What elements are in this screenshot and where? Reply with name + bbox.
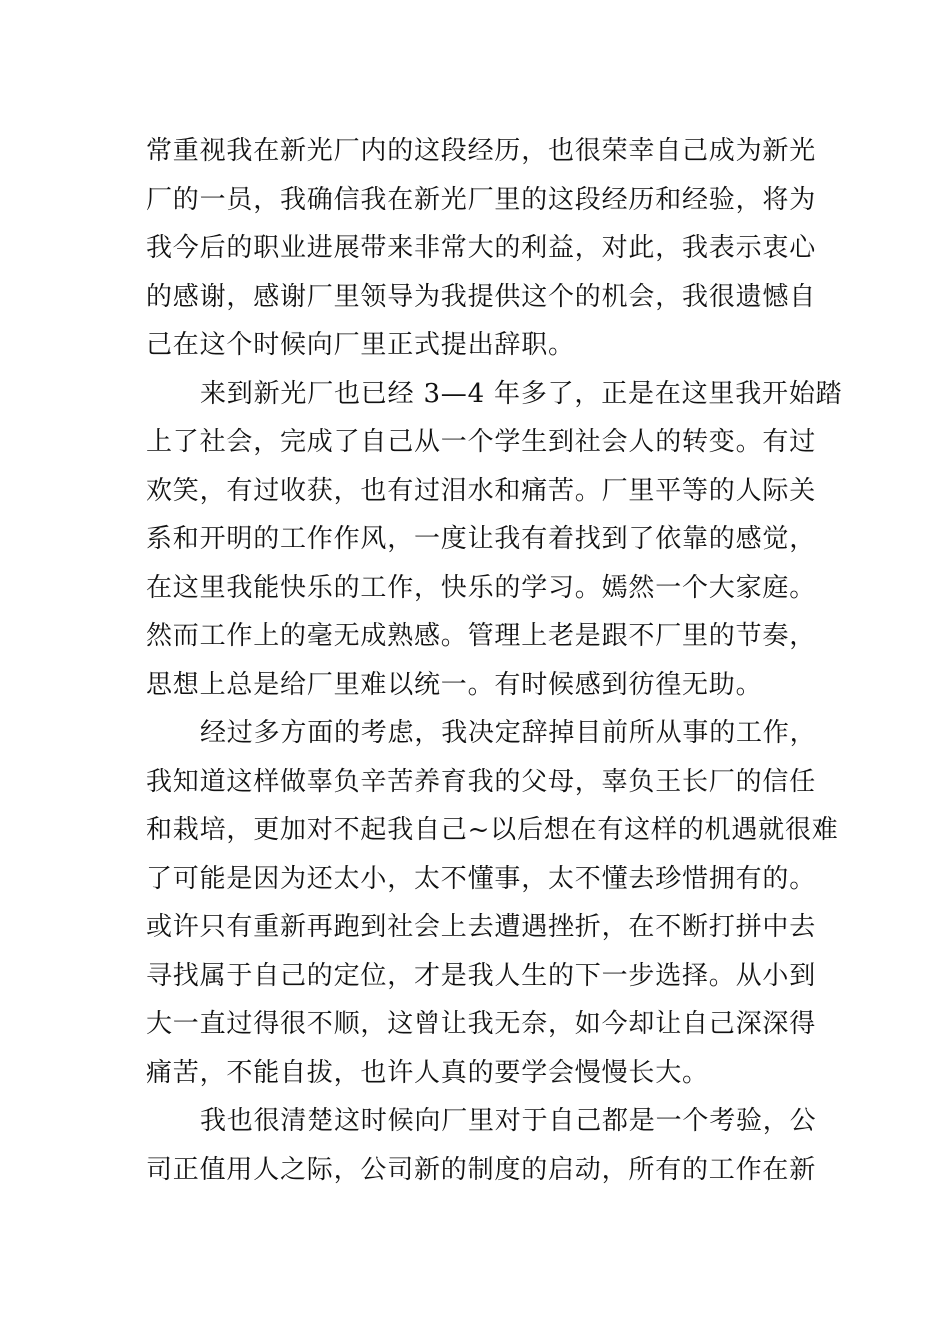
paragraph-2 bbox=[146, 370, 843, 710]
paragraph-line: 上了社会，完成了自己从一个学生到社会人的转变。有过 bbox=[146, 427, 817, 457]
paragraph-line: 了可能是因为还太小，太不懂事，太不懂去珍惜拥有的。 bbox=[146, 863, 817, 894]
paragraph-line: 系和开明的工作作风，一度让我有着找到了依靠的感觉， bbox=[146, 524, 817, 554]
paragraph-line: 痛苦，不能自拔，也许人真的要学会慢慢长大。 bbox=[146, 1057, 709, 1088]
paragraph-line: 我知道这样做辜负辛苦养育我的父母，辜负王长厂的信任 bbox=[146, 766, 817, 797]
paragraph-line: 欢笑，有过收获，也有过泪水和痛苦。厂里平等的人际关 bbox=[146, 475, 817, 506]
paragraph-line: 然而工作上的毫无成熟感。管理上老是跟不厂里的节奏， bbox=[146, 621, 817, 651]
paragraph-3 bbox=[146, 709, 839, 1097]
paragraph-line: 司正值用人之际，公司新的制度的启动，所有的工作在新 bbox=[146, 1154, 817, 1185]
paragraph-line: 厂的一员，我确信我在新光厂里的这段经历和经验，将为 bbox=[146, 184, 817, 215]
paragraph-line: 思想上总是给厂里难以统一。有时候感到彷徨无助。 bbox=[146, 669, 763, 700]
paragraph-line: 大一直过得很不顺，这曾让我无奈，如今却让自己深深得 bbox=[146, 1009, 817, 1039]
paragraph-line: 的感谢，感谢厂里领导为我提供这个的机会，我很遗憾自 bbox=[146, 281, 817, 312]
paragraph-line: 在这里我能快乐的工作，快乐的学习。嫣然一个大家庭。 bbox=[146, 572, 817, 603]
paragraph-line: 经过多方面的考虑，我决定辞掉目前所从事的工作， bbox=[200, 718, 817, 748]
paragraph-line: 己在这个时候向厂里正式提出辞职。 bbox=[146, 330, 575, 360]
paragraph-line: 寻找属于自己的定位，才是我人生的下一步选择。从小到 bbox=[146, 960, 817, 991]
paragraph-1 bbox=[146, 127, 817, 370]
paragraph-line: 来到新光厂也已经 3—4 年多了，正是在这里我开始踏 bbox=[200, 378, 843, 409]
paragraph-line: 或许只有重新再跑到社会上去遭遇挫折，在不断打拼中去 bbox=[146, 912, 817, 942]
paragraph-line: 我也很清楚这时候向厂里对于自己都是一个考验，公 bbox=[200, 1106, 817, 1136]
paragraph-line: 常重视我在新光厂内的这段经历，也很荣幸自己成为新光 bbox=[146, 136, 817, 166]
paragraph-4 bbox=[146, 1097, 817, 1194]
paragraph-line: 我今后的职业进展带来非常大的利益，对此，我表示衷心 bbox=[146, 233, 817, 263]
document-body bbox=[146, 127, 843, 1194]
paragraph-line: 和栽培，更加对不起我自己~以后想在有这样的机遇就很难 bbox=[146, 815, 839, 845]
